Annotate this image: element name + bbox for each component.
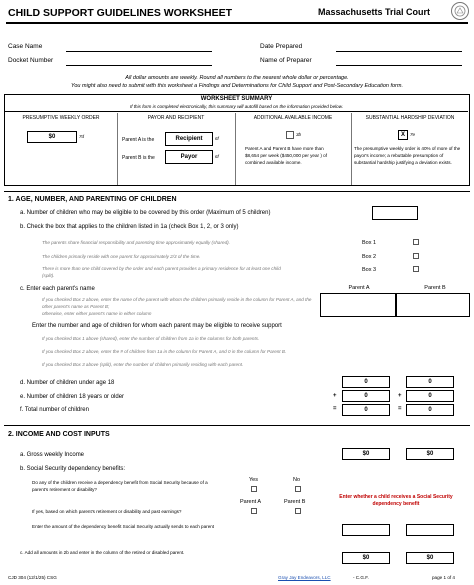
box3-checkbox[interactable] (413, 266, 419, 272)
parent-a-role: Recipient (165, 132, 213, 146)
court-name: Massachusetts Trial Court (318, 7, 431, 17)
summary-col-divider-3 (351, 113, 352, 185)
section2-rule (4, 425, 470, 426)
findings-form-note: You might also need to submit with this worksheet a Findings and Determinations for Child Support and Post-Secondary Education form. (70, 83, 403, 89)
plus-operator-b: + (398, 393, 402, 399)
preparer-name-field[interactable] (336, 65, 462, 66)
parent-a-name-input[interactable] (320, 293, 396, 317)
parent-names-note-2: otherwise, enter either parent's name in either column (42, 311, 152, 316)
children-eligible-input[interactable] (372, 206, 418, 220)
equals-operator-b: = (398, 406, 402, 412)
presumptive-order-ref: 7d (79, 134, 85, 139)
children-eligible-label: a. Number of children who may be eligible to be covered by this order (Maximum of 5 children) (20, 210, 271, 216)
ss-benefits-label: b. Social Security dependency benefits: (20, 466, 126, 472)
children-under-18-parent-a[interactable]: 0 (342, 376, 390, 388)
form-code: - C.G.F. (353, 575, 369, 580)
gross-income-label: a. Gross weekly Income (20, 452, 85, 458)
box2-description: The children primarily reside with one parent for approximately 2/3 of the time. (42, 254, 201, 259)
no-column-label: No (293, 477, 301, 483)
page-number: page 1 of 4 (432, 575, 455, 580)
parent-b-role: Payor (165, 150, 213, 164)
ss-total-parent-a: $0 (342, 552, 390, 564)
weekly-amounts-note: All dollar amounts are weekly. Round all numbers to the nearest whole dollar or percentage. (125, 75, 349, 81)
ss-benefit-question: Do any of the children receive a dependency benefit from Social Security because of a parent's retirement or disability? (32, 480, 208, 492)
parent-b-role-ref: 6f (215, 154, 219, 159)
presumptive-order-value: $0 (27, 131, 77, 143)
box2-label: Box 2 (362, 254, 377, 260)
ss-benefit-no-checkbox[interactable] (295, 486, 301, 492)
additional-income-ref: 3b (296, 132, 302, 137)
court-seal-icon (451, 2, 469, 20)
ss-benefit-yes-checkbox[interactable] (251, 486, 257, 492)
parenting-box-instruction: b. Check the box that applies to the children listed in 1a (check Box 1, 2, or 3 only) (20, 224, 239, 230)
children-18-plus-parent-b[interactable]: 0 (406, 390, 454, 402)
split-note: If you checked Box 3 above (split), enter the number of children primarily residing with each parent. (42, 362, 244, 367)
summary-title: WORKSHEET SUMMARY (200, 96, 273, 102)
box1-checkbox[interactable] (413, 239, 419, 245)
parent-names-label: c. Enter each parent's name (20, 286, 95, 292)
ss-amount-parent-a[interactable] (342, 524, 390, 536)
children-18-plus-parent-a[interactable]: 0 (342, 390, 390, 402)
box1-label: Box 1 (362, 240, 377, 246)
ss-parent-a-label: Parent A (240, 499, 262, 505)
box3-description: There is more than one child covered by the order and each parent provides a primary residence for at least one child (split). (42, 266, 281, 278)
ss-amount-parent-b[interactable] (406, 524, 454, 536)
equals-operator-a: = (333, 406, 337, 412)
case-name-field[interactable] (66, 51, 212, 52)
case-name-label: Case Name (8, 43, 43, 50)
section1-title: 1. AGE, NUMBER, AND PARENTING OF CHILDREN (8, 196, 177, 203)
hardship-deviation-heading: SUBSTANTIAL HARDSHIP DEVIATION (365, 115, 455, 121)
total-children-parent-b: 0 (406, 404, 454, 416)
hardship-text: The presumptive weekly order is 40% of more of the payor's income; a rebuttable presumption of substantial hardship justifying a deviation exists. (354, 146, 461, 165)
children-per-parent-instruction: Enter the number and age of children for whom each parent may be eligible to receive support (32, 323, 282, 329)
box1-description: The parents share financial responsibility and parenting time approximately equally (shared). (42, 240, 230, 245)
parent-b-column-header: Parent B (424, 285, 446, 291)
form-id: CJD 304 (12/1/25) CSG (8, 575, 57, 580)
ss-total-label: c. Add all amounts in 2b and enter in the column of the retired or disabled parent. (20, 550, 185, 555)
summary-header-rule (5, 111, 468, 112)
title-rule (6, 22, 468, 24)
ss-benefit-instruction: Enter whether a child receives a Social Security dependency benefit (339, 494, 453, 507)
ss-amount-question: Enter the amount of the dependency benefit Social Security actually sends to each parent (32, 524, 215, 529)
total-children-parent-a: 0 (342, 404, 390, 416)
children-under-18-parent-b[interactable]: 0 (406, 376, 454, 388)
summary-subtitle: If this form is completed electronically, this summary will autofill based on the information provided below. (129, 104, 344, 109)
gross-income-parent-a[interactable]: $0 (342, 448, 390, 460)
parent-b-is-label: Parent B is the (122, 155, 155, 161)
additional-income-text: Parent A and Parent B have more than $8,654 per week ($450,000 per year ) of combined available income. (245, 146, 327, 165)
payor-recipient-heading: PAYOR AND RECIPIENT (147, 115, 205, 121)
hardship-checkbox: X (398, 130, 408, 140)
section2-title: 2. INCOME AND COST INPUTS (8, 431, 110, 438)
worksheet-summary (4, 94, 470, 186)
summary-col-divider-1 (117, 113, 118, 185)
total-children-label: f. Total number of children (20, 407, 89, 413)
preparer-name-label: Name of Preparer (260, 57, 312, 64)
ss-basis-parent-b-checkbox[interactable] (295, 508, 301, 514)
hardship-ref: 7e (410, 132, 416, 137)
shared-note: If you checked Box 1 above (shared), enter the number of children from 1a in the columns for both parents. (42, 336, 260, 341)
box2-checkbox[interactable] (413, 253, 419, 259)
form-title: CHILD SUPPORT GUIDELINES WORKSHEET (8, 7, 233, 19)
ss-basis-parent-a-checkbox[interactable] (251, 508, 257, 514)
presumptive-order-heading: PRESUMPTIVE WEEKLY ORDER (22, 115, 100, 121)
additional-income-heading: ADDITIONAL AVAILABLE INCOME (253, 115, 333, 121)
gross-income-parent-b[interactable]: $0 (406, 448, 454, 460)
yes-column-label: Yes (249, 477, 258, 483)
box3-label: Box 3 (362, 267, 377, 273)
ss-parent-b-label: Parent B (284, 499, 306, 505)
date-prepared-label: Date Prepared (260, 43, 303, 50)
date-prepared-field[interactable] (336, 51, 462, 52)
docket-number-label: Docket Number (8, 57, 54, 64)
docket-number-field[interactable] (66, 65, 212, 66)
ss-basis-question: If yes, based on which parent's retirement or disability and past earnings? (32, 509, 182, 514)
parent-names-note: If you checked Box 2 above, enter the name of the parent with whom the children primarily reside in the column for Parent A, and the other parent's name as Parent B; (42, 297, 312, 309)
parent-b-name-input[interactable] (396, 293, 470, 317)
summary-col-divider-2 (235, 113, 236, 185)
ss-total-parent-b: $0 (406, 552, 454, 564)
parent-a-column-header: Parent A (348, 285, 370, 291)
children-under-18-label: d. Number of children under age 18 (20, 380, 115, 386)
parent-a-is-label: Parent A is the (122, 137, 155, 143)
plus-operator-a: + (333, 393, 337, 399)
parent-a-role-ref: 6f (215, 136, 219, 141)
primary-residence-note: If you checked Box 2 above, enter the # of children from 1a in the column for Parent A, and 0 in the column for Parent B. (42, 349, 287, 354)
additional-income-checkbox (286, 131, 294, 139)
vendor-link[interactable]: Gray Jay Endeavors, LLC (278, 575, 331, 580)
children-18-plus-label: e. Number of children 18 years or older (20, 394, 125, 400)
section1-rule (4, 191, 470, 192)
